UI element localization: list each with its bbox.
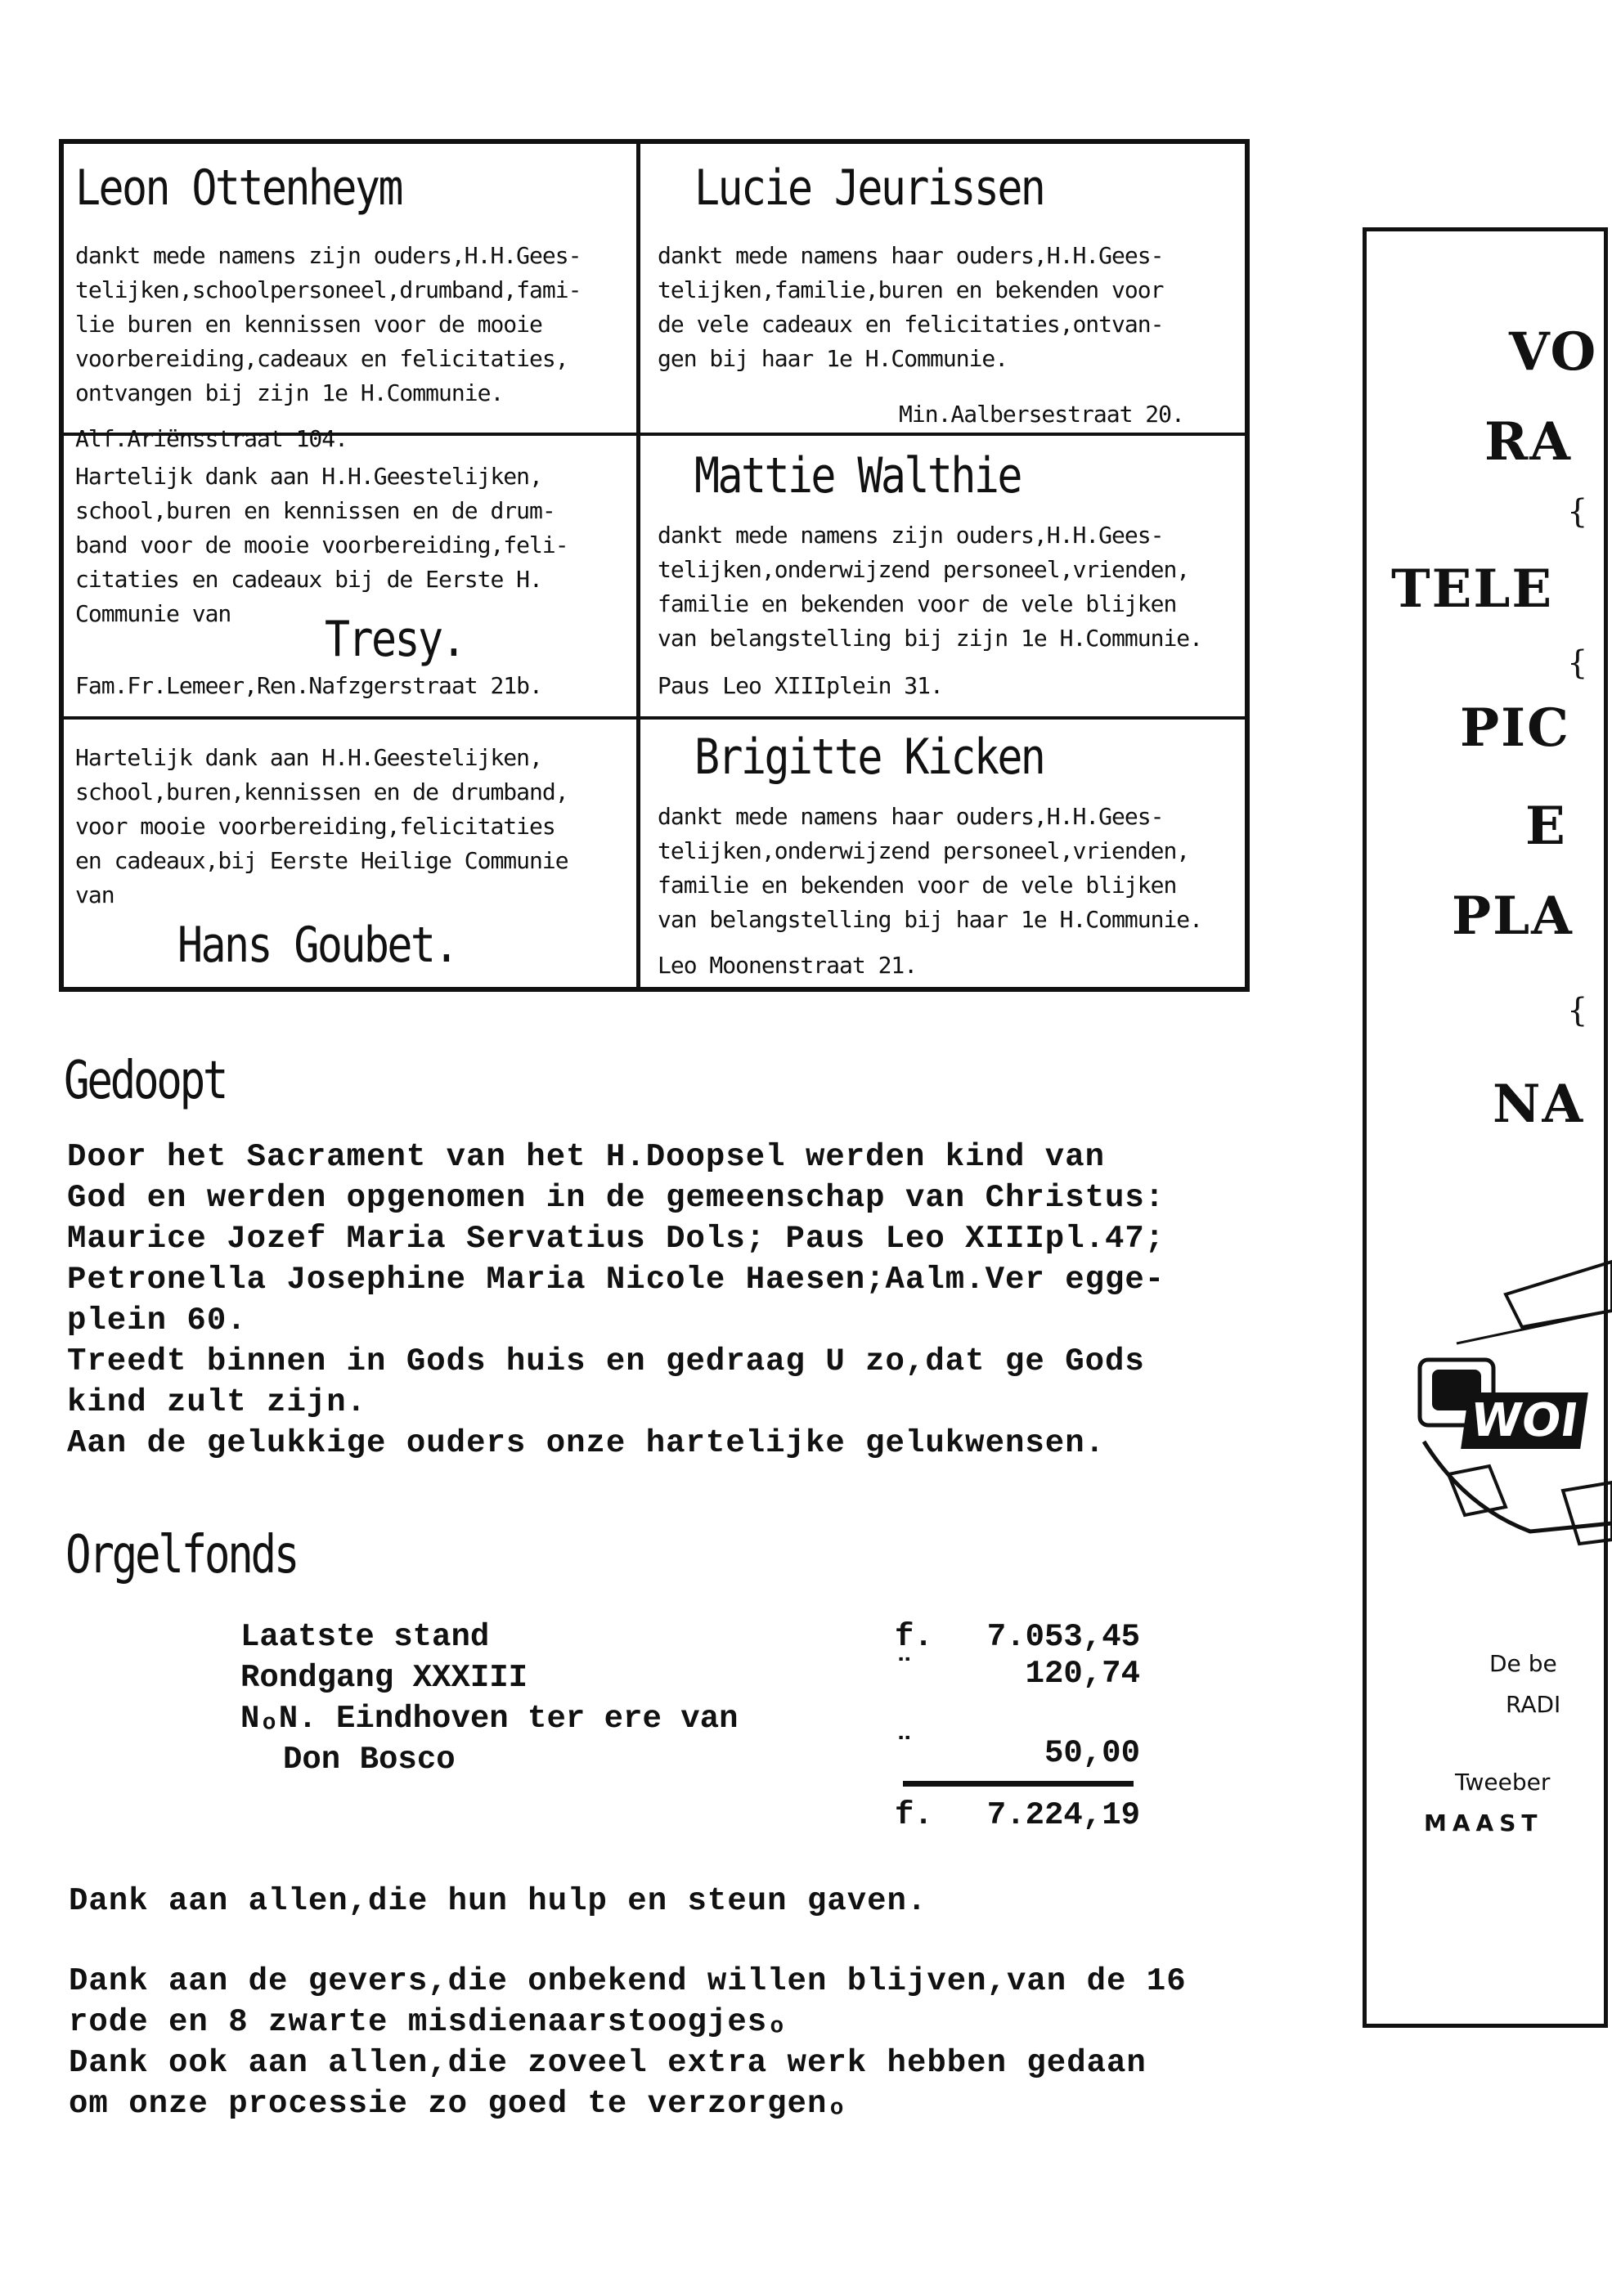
- advertisement-panel: [1363, 227, 1608, 2028]
- ad-word: TELE: [1391, 558, 1554, 620]
- ad-word: NA: [1493, 1074, 1585, 1135]
- card-name: Lucie Jeurissen: [694, 159, 1044, 217]
- ad-word: RA: [1484, 411, 1572, 473]
- ledger-amount: 120,74: [1025, 1656, 1140, 1692]
- card-address: Fam.Fr.Lemeer,Ren.Nafzgerstraat 21b.: [75, 672, 542, 699]
- ad-small-text: MAAST: [1424, 1809, 1543, 1836]
- card-address: Alf.Ariënsstraat 104.: [75, 425, 348, 452]
- ad-small-text: Tweeber: [1455, 1769, 1551, 1796]
- card-text: Hartelijk dank aan H.H.Geestelijken, school,buren en kennissen en de drum- band voor de mooie voorbereiding,feli- citaties en cadeaux bij de Eerste H. Communie van: [75, 463, 568, 627]
- card-text: Hartelijk dank aan H.H.Geestelijken, school,buren,kennissen en de drumband, voor mooie voorbereiding,felicitaties en cadeaux,bij Eerste Heilige Communie van: [75, 744, 568, 908]
- card-name: Leon Ottenheym: [75, 159, 402, 217]
- ledger-row: [240, 1701, 739, 1737]
- ledger-amount: 7.053,45: [986, 1619, 1140, 1655]
- ad-banner: WOI: [1461, 1392, 1588, 1449]
- card-text: dankt mede namens zijn ouders,H.H.Gees- telijken,onderwijzend personeel,vrienden, familie en bekenden voor de vele blijken van belangstelling bij zijn 1e H.Communie.: [658, 522, 1203, 652]
- card-address: Paus Leo XIIIplein 31.: [658, 672, 943, 699]
- section-heading-orgelfonds: Orgelfonds: [65, 1525, 298, 1585]
- card-address: Leo Moonenstraat 21.: [658, 952, 918, 979]
- ledger-label: Rondgang XXXIII: [240, 1660, 528, 1696]
- ornament-icon: {: [1567, 493, 1588, 531]
- sum-line: [903, 1781, 1134, 1787]
- ledger-mark: f.: [895, 1797, 933, 1833]
- ledger-mark: ¨: [895, 1653, 914, 1689]
- card-text: dankt mede namens haar ouders,H.H.Gees- telijken,onderwijzend personeel,vrienden, familie en bekenden voor de vele blijken van belangstelling bij haar 1e H.Communie.: [658, 803, 1203, 933]
- closing-text: Dank aan de gevers,die onbekend willen blijven,van de 16 rode en 8 zwarte misdienaarstoogjesₒ Dank ook aan allen,die zoveel extra werk hebben gedaan om onze processie zo goed te verzorgenₒ: [69, 1963, 1187, 2122]
- ledger-row: [240, 1619, 489, 1655]
- ad-small-text: De be: [1489, 1650, 1557, 1677]
- card-name: Brigitte Kicken: [694, 729, 1044, 786]
- closing-text: Dank aan allen,die hun hulp en steun gaven.: [69, 1883, 927, 1919]
- thank-you-card: [75, 741, 631, 986]
- card-name: Tresy.: [325, 611, 465, 668]
- ledger-mark: ¨: [895, 1732, 914, 1768]
- card-name: Mattie Walthie: [694, 447, 1021, 504]
- thank-you-card: [658, 159, 1246, 429]
- card-text: dankt mede namens zijn ouders,H.H.Gees- telijken,schoolpersoneel,drumband,fami- lie buren en kennissen voor de mooie voorbereiding,cadeaux en felicitaties, ontvangen bij zijn 1e H.Communie.: [75, 242, 581, 406]
- card-address: Min.Aalbersestraat 20.: [899, 401, 1184, 428]
- ledger-total: 7.224,19: [986, 1797, 1140, 1833]
- thank-you-card: [658, 729, 1246, 986]
- ad-word: PLA: [1452, 886, 1574, 947]
- gedoopt-text: Door het Sacrament van het H.Doopsel werden kind van God en werden opgenomen in de gemeenschap van Christus: Maurice Jozef Maria Servatius Dols; Paus Leo XIIIpl.47; Petronella Josephine Maria Nicole Haesen;Aalm.Ver egge- plein 60. Treedt binnen in Gods huis en gedraag U zo,dat ge Gods kind zult zijn. Aan de gelukkige ouders onze hartelijke gelukwensen.: [67, 1139, 1165, 1461]
- card-text: dankt mede namens haar ouders,H.H.Gees- telijken,familie,buren en bekenden voor de vele cadeaux en felicitaties,ontvan- gen bij haar 1e H.Communie.: [658, 242, 1164, 372]
- thank-you-grid: [59, 139, 1250, 992]
- ledger-label: Don Bosco: [283, 1742, 456, 1778]
- ledger-row: [240, 1660, 528, 1696]
- thank-you-card: [75, 159, 631, 452]
- ledger-mark: f.: [895, 1619, 933, 1655]
- ledger-label: Laatste stand: [240, 1619, 490, 1655]
- ad-word: VO: [1509, 321, 1598, 383]
- ledger-row: [283, 1742, 456, 1778]
- ledger-label: NₒN. Eindhoven ter ere van: [240, 1701, 739, 1737]
- grid-divider: [636, 144, 640, 987]
- ornament-icon: {: [1567, 992, 1588, 1029]
- section-heading-gedoopt: Gedoopt: [64, 1051, 227, 1111]
- ad-word: E: [1525, 796, 1567, 857]
- card-name: Hans Goubet.: [177, 917, 457, 974]
- ornament-icon: {: [1567, 644, 1588, 682]
- thank-you-card: [75, 460, 631, 717]
- ad-word: PIC: [1460, 697, 1570, 759]
- ad-small-text: RADI: [1506, 1691, 1561, 1718]
- thank-you-card: [658, 447, 1246, 709]
- ledger-amount: 50,00: [1044, 1735, 1140, 1771]
- orgelfonds-ledger: [240, 1619, 1140, 1848]
